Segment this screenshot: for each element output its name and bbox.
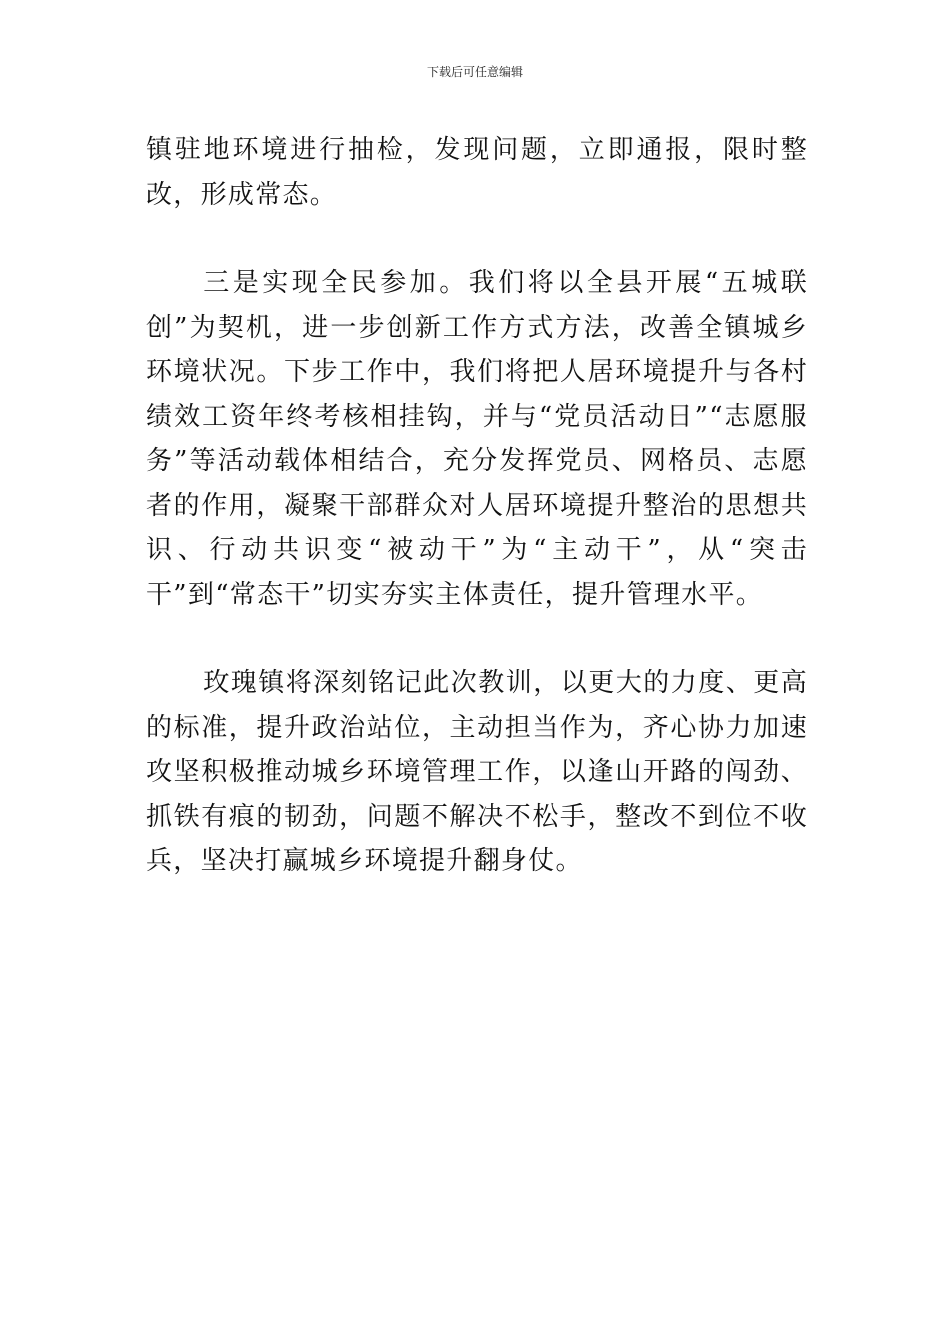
paragraph-continuation: 镇驻地环境进行抽检，发现问题，立即通报，限时整改，形成常态。 [146,135,808,210]
paragraph-conclusion: 玫瑰镇将深刻铭记此次教训，以更大的力度、更高的标准，提升政治站位，主动担当作为，齐心协力加速攻坚积极推动城乡环境管理工作，以逢山开路的闯劲、抓铁有痕的韧劲，问题不解决不松手，整改不到位不收兵，坚决打赢城乡环境提升翻身仗。 [146,668,808,876]
paragraph-public-participation: 三是实现全民参加。我们将以全县开展“五城联创”为契机，进一步创新工作方式方法，改善全镇城乡环境状况。下步工作中，我们将把人居环境提升与各村绩效工资年终考核相挂钩，并与“党员活动日”“志愿服务”等活动载体相结合，充分发挥党员、网格员、志愿者的作用，凝聚干部群众对人居环境提升整治的思想共识、行动共识变“被动干”为“主动干”，从“突击干”到“常态干”切实夯实主体责任，提升管理水平。 [146,268,808,610]
page-header-note: 下载后可任意编辑 [426,65,523,79]
document-body [146,128,808,884]
